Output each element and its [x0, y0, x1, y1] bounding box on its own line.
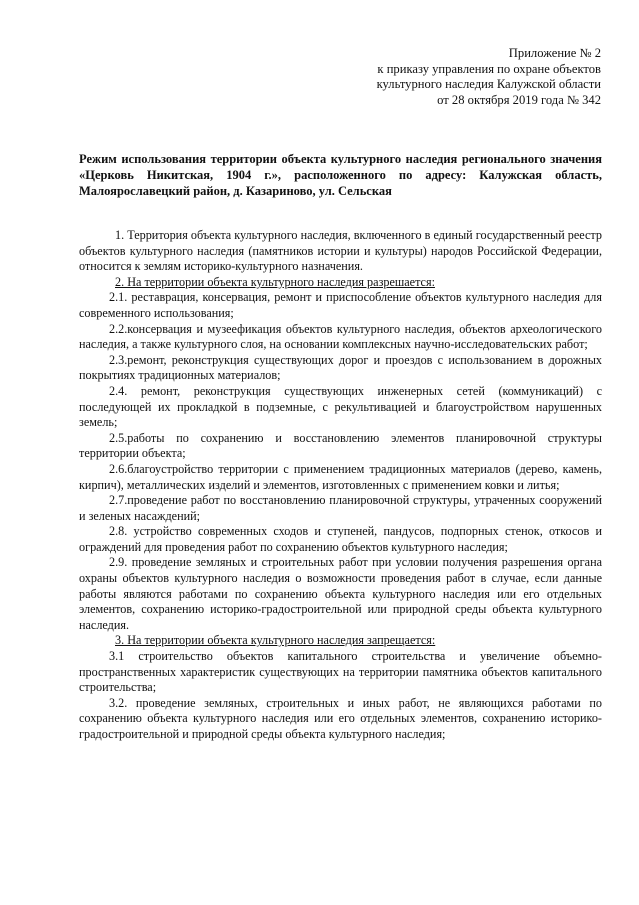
section-3-heading: 3. На территории объекта культурного наследия запрещается:: [115, 633, 436, 648]
order-reference-line: к приказу управления по охране объектов: [377, 61, 601, 76]
appendix-header: [377, 46, 601, 108]
paragraph-2-1: 2.1. реставрация, консервация, ремонт и приспособление объектов культурного наследия для современного использования;: [79, 290, 602, 320]
order-date-line: от 28 октября 2019 года № 342: [437, 92, 601, 107]
paragraph-2-6: 2.6.благоустройство территории с применением традиционных материалов (дерево, камень, кирпич), металлических изделий и элементов, изготовленных с применением ковки и литья;: [79, 461, 602, 492]
document-title: Режим использования территории объекта культурного наследия регионального значения «Церковь Никитская, 1904 г.», расположенного по адресу: Калужская область, Малоярославецкий район, д. Казариново, ул. Сельская: [79, 152, 602, 198]
paragraph-2-9: 2.9. проведение земляных и строительных работ при условии получения разрешения органа охраны объектов культурного наследия о возможности проведения работ в случае, если данные работы являются работами по сохранению объекта культурного наследия или его отдельных элементов, сохранению историко-градостроительной или природной среды объекта культурного наследия.: [79, 555, 602, 632]
paragraph-2-2: 2.2.консервация и музеефикация объектов культурного наследия, объектов археологического наследия, а также культурного слоя, на основании комплексных научно-исследовательских работ;: [79, 321, 602, 352]
paragraph-2-7: 2.7.проведение работ по восстановлению планировочной структуры, утраченных сооружений и зеленых насаждений;: [79, 493, 602, 523]
paragraph-3-2: 3.2. проведение земляных, строительных и иных работ, не являющихся работами по сохранению объекта культурного наследия или его отдельных элементов, сохранению историко-градостроительной и природной среды объекта культурного наследия;: [79, 695, 602, 741]
authority-line: культурного наследия Калужской области: [376, 77, 601, 92]
paragraph-2-4: 2.4. ремонт, реконструкция существующих инженерных сетей (коммуникаций) с последующей их прокладкой в подземные, с рекультивацией и благоустройством нарушенных земель;: [79, 383, 602, 430]
appendix-number: Приложение № 2: [508, 46, 601, 60]
paragraph-3-1: 3.1 строительство объектов капитального строительства и увеличение объемно-пространственных характеристик существующих на территории памятника объектов капитального строительства;: [79, 649, 602, 695]
document-body: [79, 228, 602, 743]
paragraph-2-3: 2.3.ремонт, реконструкция существующих дорог и проездов с использованием в дорожных покрытиях традиционных материалов;: [79, 352, 602, 383]
paragraph-2-5: 2.5.работы по сохранению и восстановлению элементов планировочной структуры территории объекта;: [79, 430, 602, 461]
section-2-heading: 2. На территории объекта культурного наследия разрешается:: [115, 274, 435, 289]
paragraph-2-8: 2.8. устройство современных сходов и ступеней, пандусов, подпорных стенок, откосов и ограждений для проведения работ по сохранению объектов культурного наследия;: [79, 524, 602, 554]
paragraph-1: 1. Территория объекта культурного наследия, включенного в единый государственный реестр объектов культурного наследия (памятников истории и культуры) народов Российской Федерации, относится к землям историко-культурного назначения.: [79, 228, 602, 274]
